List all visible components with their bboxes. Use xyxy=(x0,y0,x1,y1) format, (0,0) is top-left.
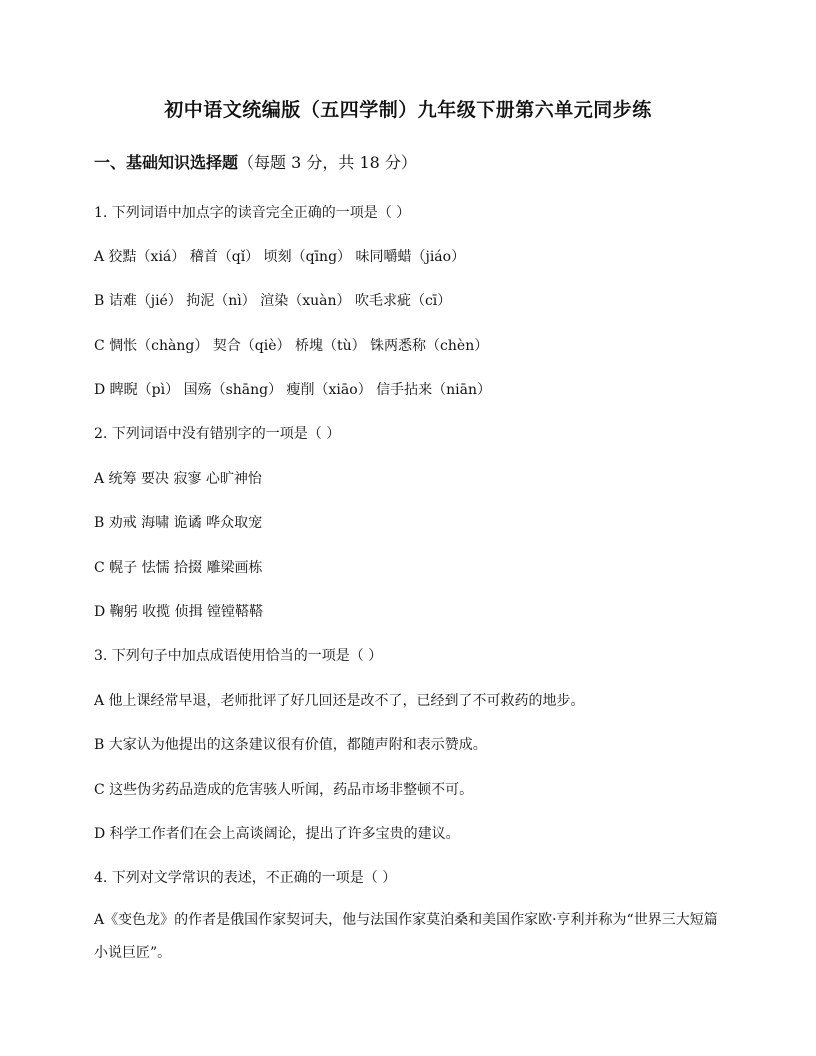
question-1-option-c: C 惆怅（chàng） 契合（qiè） 桥塊（tù） 铢两悉称（chèn） xyxy=(94,338,489,354)
question-2-stem: 2. 下列词语中没有错别字的一项是（ ） xyxy=(94,426,341,442)
question-3-stem: 3. 下列句子中加点成语使用恰当的一项是（ ） xyxy=(94,648,383,664)
question-3-option-c: C 这些伪劣药品造成的危害骇人听闻，药品市场非整顿不可。 xyxy=(94,782,474,798)
section-note: （每题 3 分，共 18 分） xyxy=(238,153,417,172)
question-2-option-c: C 幌子 怯懦 拾掇 雕梁画栋 xyxy=(94,560,263,576)
question-1-option-b: B 诘难（jié） 拘泥（nì） 渲染（xuàn） 吹毛求疵（cī） xyxy=(94,293,452,309)
question-2-option-d: D 鞠躬 收揽 侦揖 镗镗鞳鞳 xyxy=(94,604,264,620)
question-1-option-d: D 睥睨（pì） 国殇（shāng） 瘦削（xiāo） 信手拈来（niān） xyxy=(94,382,491,398)
question-1-option-a: A 狡黠（xiá） 稽首（qǐ） 顷刻（qīng） 味同嚼蜡（jiáo） xyxy=(94,249,466,265)
question-2-option-a: A 统筹 要决 寂寥 心旷神怡 xyxy=(94,471,262,487)
question-4-option-a: A《变色龙》的作者是俄国作家契诃夫，他与法国作家莫泊桑和美国作家欧·亨利并称为“世界三大短篇小说巨匠”。 xyxy=(94,912,718,961)
question-3-option-b: B 大家认为他提出的这条建议很有价值，都随声附和表示赞成。 xyxy=(94,737,487,753)
section-title: 一、基础知识选择题 xyxy=(94,153,239,172)
question-2-option-b: B 劝戒 海啸 诡谲 哗众取宠 xyxy=(94,515,263,531)
section-heading xyxy=(94,150,417,173)
question-3-option-d: D 科学工作者们在会上高谈阔论，提出了许多宝贵的建议。 xyxy=(94,826,460,842)
document-title: 初中语文统编版（五四学制）九年级下册第六单元同步练 xyxy=(164,99,652,121)
question-1-stem: 1. 下列词语中加点字的读音完全正确的一项是（ ） xyxy=(94,205,411,221)
question-3-option-a: A 他上课经常早退，老师批评了好几回还是改不了，已经到了不可救药的地步。 xyxy=(94,693,585,709)
question-4-stem: 4. 下列对文学常识的表述，不正确的一项是（ ） xyxy=(94,870,397,886)
